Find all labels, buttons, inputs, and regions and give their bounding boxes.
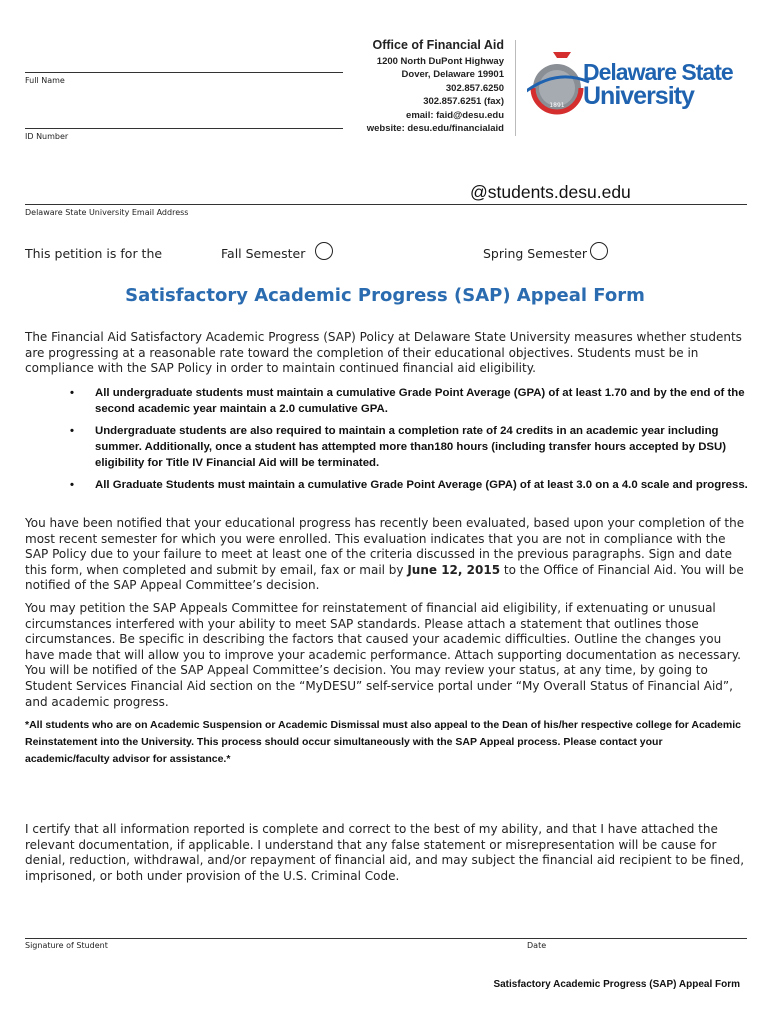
full-name-label: Full Name (25, 76, 65, 85)
office-city-line: Dover, Delaware 19901 (401, 69, 504, 81)
office-phone-line: 302.857.6250 (445, 82, 504, 94)
full-name-line[interactable] (25, 72, 343, 73)
date-label: Date (527, 941, 547, 950)
list-item (70, 477, 748, 493)
petition-paragraph: You may petition the SAP Appeals Committee for reinstatement of financial aid eligibility, if extenuating or unusual circumstances interfered with your ability to meet SAP standards. Please attach a statement that outlines those circumstances. Be specific in describing the factors that caused your academic difficulties. Outline the changes you have made that will allow you to improve your academic performance. Attach supporting documentation as necessary. You will be notified of the SAP Appeal Committee’s decision. You may review your status, at any time, by going to Student Services Financial Aid section on the “MyDESU” self-service portal under “My Overall Status of Financial Aid”, and academic progress. (25, 601, 741, 709)
logo-line-1: Delaware State (583, 59, 733, 85)
requirements-list-2 (70, 423, 748, 471)
logo-line-2: University (583, 82, 694, 110)
form-title: Satisfactory Academic Progress (SAP) Appeal Form (125, 285, 645, 306)
notification-text: You have been notified that your educational progress has recently been evaluated, based upon your completion of the most recent semester for which you were enrolled. This evaluation indicates that you are not in compliance with the SAP Policy due to your failure to meet at least one of the criteria discussed in the previous paragraphs. Sign and date this form, when completed and submit by email, fax or mail by (25, 516, 745, 577)
certification-paragraph: I certify that all information reported is complete and correct to the best of my ability, and that I have attached the relevant documentation, if applicable. I understand that any false statement or misrepresentation will be cause for denial, reduction, withdrawal, and/or repayment of financial aid, and may subject the financial aid recipient to be fined, imprisoned, or both under provision of the U.S. Criminal Code. (25, 822, 745, 883)
notification-paragraph (25, 516, 747, 594)
university-seal-icon (527, 48, 591, 118)
list-item (70, 385, 748, 417)
bullet-icon: • (70, 387, 74, 399)
signature-label: Signature of Student (25, 941, 108, 950)
email-line[interactable] (25, 204, 747, 205)
list-item (70, 423, 748, 471)
office-email-line: email: faid@desu.edu (406, 109, 504, 121)
email-label: Delaware State University Email Address (25, 208, 189, 217)
header-divider (515, 40, 516, 136)
signature-line[interactable] (25, 938, 747, 939)
office-website-line: website: desu.edu/financialaid (366, 123, 504, 135)
office-contact-block (367, 38, 504, 135)
notification-text-end: to the Office of Financial Aid. You will be notified of the SAP Appeal Committee’s decision. (25, 562, 744, 593)
requirements-list (70, 385, 748, 417)
office-fax-line: 302.857.6251 (fax) (423, 96, 504, 108)
id-number-line[interactable] (25, 128, 343, 129)
suspension-note: *All students who are on Academic Suspension or Academic Dismissal must also appeal to the Dean of his/her respective college for Academic Reinstatement into the University. This process should occur simultaneously with the SAP Appeal process. Please contact your academic/faculty advisor for assistance.* (25, 719, 741, 765)
bullet-text: All Graduate Students must maintain a cumulative Grade Point Average (GPA) of at least 3.0 on a 4.0 scale and progress. (95, 479, 748, 491)
office-title: Office of Financial Aid (372, 38, 504, 52)
bullet-text: All undergraduate students must maintain a cumulative Grade Point Average (GPA) of at least 1.70 and by the end of the second academic year maintain a 2.0 cumulative GPA. (95, 387, 745, 415)
deadline-date: June 12, 2015 (407, 562, 501, 577)
office-address-line: 1200 North DuPont Highway (376, 56, 504, 67)
petition-label: This petition is for the (25, 246, 163, 261)
id-number-label: ID Number (25, 132, 69, 141)
fall-semester-label: Fall Semester (221, 246, 306, 261)
bullet-text: Undergraduate students are also required to maintain a completion rate of 24 credits in an academic year including summer. Additionally, once a student has attempted more than180 hours (including transfer hours accepted by DSU) eligibility for Title IV Financial Aid will be terminated. (95, 425, 727, 469)
spring-semester-label: Spring Semester (483, 246, 588, 261)
requirements-list-3 (70, 477, 748, 493)
bullet-icon: • (70, 425, 74, 437)
bullet-icon: • (70, 479, 74, 491)
email-domain: @students.desu.edu (470, 182, 631, 202)
university-logo-text (583, 60, 733, 108)
intro-paragraph: The Financial Aid Satisfactory Academic Progress (SAP) Policy at Delaware State University measures whether students are progressing at a reasonable rate toward the completion of their educational objectives. Students must be in compliance with the SAP Policy in order to maintain continued financial aid eligibility. (25, 330, 742, 376)
fall-semester-radio[interactable] (315, 242, 333, 260)
seal-year-text: 1891 (549, 102, 565, 109)
footer-title: Satisfactory Academic Progress (SAP) Appeal Form (493, 979, 740, 990)
spring-semester-radio[interactable] (590, 242, 608, 260)
